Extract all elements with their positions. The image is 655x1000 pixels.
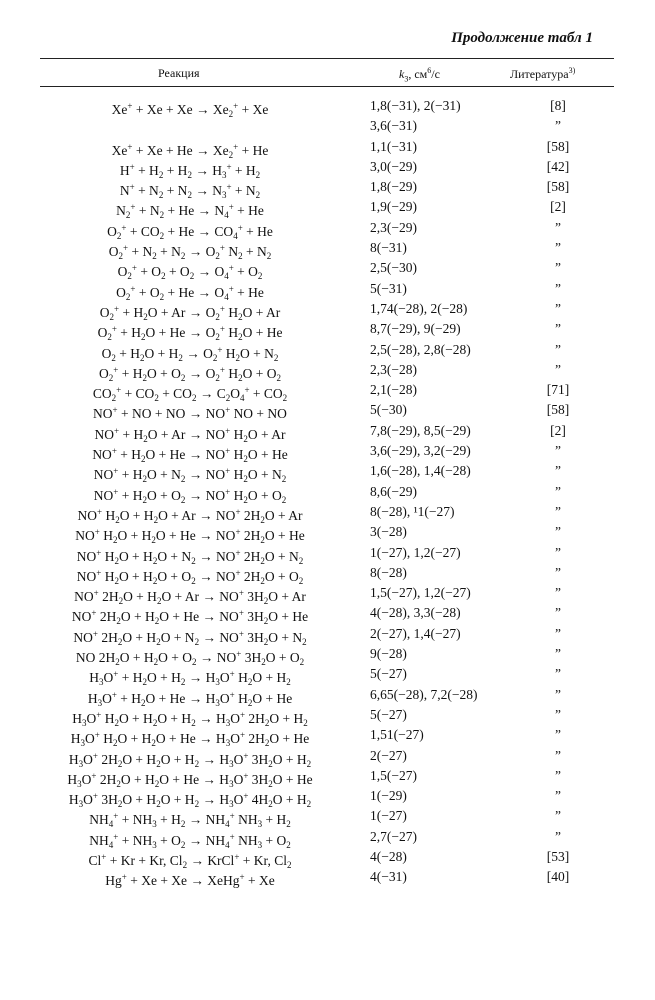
reaction-equation: $H_3O^+ + H_2O + He \to H_3O^+$ $H_2O + He$ [87, 689, 293, 708]
reaction-equation: Hg+ + Xe + Xe → XeHg+ + Xe [105, 872, 275, 889]
literature-reference: [40] [546, 869, 570, 885]
reaction-equation: NO+ + NO + NO → NO+ NO + NO [93, 405, 287, 422]
reaction-equation: $O_2^+ + H_2O + Ar \to O_2^+$ $H_2O + Ar$ [99, 303, 281, 322]
rate-constant: 4(−28) [370, 848, 407, 864]
column-header-reaction: Реакция [158, 66, 200, 80]
literature-reference: [71] [546, 382, 570, 398]
table-row [40, 482, 614, 505]
reaction-equation: $CO_2^+ + CO_2 + CO_2 \to C_2O_4^+ + CO_2$ [92, 385, 288, 404]
header-rule [40, 86, 614, 87]
reaction-equation: NO+ $2H_2O + H_2O + Ar \to NO^+$ $3H_2O + Ar$ [74, 588, 306, 607]
reaction-equation: NO+ $H_2O + H_2O + O_2 \to NO^+$ $2H_2O + O_2$ [76, 567, 304, 586]
table-row [40, 583, 614, 607]
literature-reference: ” [555, 666, 561, 682]
rate-constant: 1,51(−27) [370, 727, 424, 743]
literature-reference: ” [555, 483, 561, 499]
reaction-equation: $NO^+ + H_2O + He \to NO^+$ $H_2O + He$ [92, 446, 288, 465]
reaction-equation: $O_2^+ + N_2 + N_2 \to O_2^+$ $N_2 + N_2$ [108, 243, 272, 262]
table-row [40, 258, 614, 282]
table-row [40, 806, 614, 830]
rate-constant: 8(−28) [370, 564, 407, 580]
table-row [40, 157, 614, 180]
reaction-equation: $H_3O^+$ $H_2O + H_2O + He \to H_3O^+$ $2H_2O + He$ [70, 730, 310, 749]
literature-reference: ” [555, 219, 561, 235]
k-unit-prefix: , см [408, 67, 428, 81]
reaction-equation: $Xe^+ + Xe + Xe \to Xe_2^+ + Xe$ [111, 101, 269, 119]
table-row [40, 867, 614, 887]
literature-reference: ” [555, 118, 561, 134]
rate-constant: 1,1(−31) [370, 138, 417, 154]
table-row [40, 522, 614, 546]
table-row [40, 380, 614, 404]
rate-constant: 2(−27) [370, 747, 407, 763]
table-row [40, 238, 614, 262]
column-header-literature [510, 66, 575, 82]
literature-reference: ” [555, 706, 561, 722]
k-unit-suffix: /с [431, 67, 440, 81]
table-row [40, 461, 614, 485]
literature-reference: ” [555, 767, 561, 783]
reaction-equation: NO+ $2H_2O + H_2O + He \to NO^+$ $3H_2O + He$ [71, 608, 309, 627]
table-row [40, 644, 614, 668]
rate-constant: 9(−28) [370, 646, 407, 662]
literature-reference: ” [555, 321, 561, 337]
reaction-equation: $H_3O^+$ $H_2O + H_2O + H_2 \to H_3O^+$ $2H_2O + H_2$ [72, 709, 308, 728]
rate-constant: 7,8(−29), 8,5(−29) [370, 422, 471, 438]
rate-constant: 1,8(−29) [370, 179, 417, 195]
reaction-equation: $N_2^+ + N_2 + He \to N_4^+ + He$ [116, 202, 264, 221]
literature-reference: ” [555, 463, 561, 479]
table-row [40, 319, 614, 343]
table-row [40, 360, 614, 383]
table-row [40, 786, 614, 810]
k-unit-power: 6 [427, 66, 432, 75]
table-row [40, 400, 614, 420]
rate-constant: 5(−27) [370, 706, 407, 722]
table-row [40, 827, 614, 850]
rate-constant: 2,1(−28) [370, 382, 417, 398]
table-row [40, 340, 614, 363]
rate-constant: 1,9(−29) [370, 199, 417, 215]
reaction-equation: $H_3O^+ + H_2O + H_2 \to H_3O^+$ $H_2O + H_2$ [89, 669, 291, 688]
table-row [40, 563, 614, 586]
reaction-equation: NO+ $H_2O + H_2O + He \to NO^+$ $2H_2O + He$ [75, 527, 305, 546]
reaction-equation: $O_2^+ + O_2 + He \to O_4^+ + He$ [116, 283, 264, 302]
literature-reference: ” [555, 443, 561, 459]
top-rule [40, 58, 614, 59]
rate-constant: 2,3(−29) [370, 219, 417, 235]
literature-reference: [2] [550, 422, 566, 438]
literature-reference: [8] [550, 98, 566, 113]
table-row [40, 664, 614, 688]
literature-reference: [58] [546, 402, 570, 418]
table-row [40, 197, 614, 221]
rate-constant: 5(−31) [370, 280, 407, 296]
rate-constant: 4(−31) [370, 869, 407, 885]
k-subscript: 3 [404, 74, 409, 84]
column-header-rate-constant [399, 66, 440, 83]
rate-constant: 2(−27), 1,4(−27) [370, 625, 461, 641]
literature-reference: ” [555, 341, 561, 357]
rate-constant: 1,8(−31), 2(−31) [370, 98, 461, 113]
rate-constant: 1,5(−27) [370, 767, 417, 783]
literature-reference: ” [555, 564, 561, 580]
literature-reference: ” [555, 361, 561, 377]
literature-reference: ” [555, 524, 561, 540]
table-row [40, 543, 614, 566]
literature-reference: [53] [546, 848, 570, 864]
literature-reference: ” [555, 747, 561, 763]
reaction-equation: $O_2 + H_2O + H_2 \to O_2^+$ $H_2O + N_2$ [101, 344, 279, 363]
rate-constant: 8(−28), ¹1(−27) [370, 503, 455, 519]
table-continuation-header: Продолжение табл 1 [451, 30, 593, 46]
table-row [40, 137, 614, 160]
rate-constant: 3,6(−29), 3,2(−29) [370, 443, 471, 459]
literature-reference: ” [555, 625, 561, 641]
reaction-equation: $O_2^+ + O_2 + O_2 \to O_4^+ + O_2$ [117, 263, 263, 282]
reaction-equation: $NH_4^+ + NH_3 + O_2 \to NH_4^+$ $NH_3 + O_2$ [89, 831, 291, 850]
rate-constant: 6,65(−28), 7,2(−28) [370, 686, 478, 702]
table-row [40, 502, 614, 525]
reaction-equation: NO $2H_2O + H_2O + O_2 \to NO^+$ $3H_2O + O_2$ [75, 649, 305, 668]
reaction-equation: $Xe^+ + Xe + He \to Xe_2^+ + He$ [111, 141, 269, 160]
literature-footnote-mark: 3) [568, 66, 576, 75]
reaction-equation: $NO^+ + H_2O + N_2 \to NO^+$ $H_2O + N_2$ [93, 466, 287, 485]
reaction-equation: $H_3O^+$ $3H_2O + H_2O + H_2 \to H_3O^+$ $4H_2O + H_2$ [68, 791, 312, 810]
literature-reference: ” [555, 585, 561, 601]
rate-constant: 2,7(−27) [370, 828, 417, 844]
rate-constant: 1,5(−27), 1,2(−27) [370, 585, 471, 601]
literature-reference: [42] [546, 158, 570, 174]
literature-reference: ” [555, 544, 561, 560]
table-row [40, 705, 614, 728]
table-row [40, 218, 614, 241]
literature-reference: ” [555, 240, 561, 256]
rate-constant: 2,5(−28), 2,8(−28) [370, 341, 471, 357]
rate-constant: 2,3(−28) [370, 361, 417, 377]
table-row [40, 421, 614, 444]
literature-reference: ” [555, 788, 561, 804]
rate-constant: 8,7(−29), 9(−29) [370, 321, 461, 337]
table-row [40, 624, 614, 647]
reaction-equation: $N^+ + N_2 + N_2 \to N_3^+ + N_2$ [119, 182, 261, 201]
reaction-equation: $NH_4^+ + NH_3 + H_2 \to NH_4^+$ $NH_3 + H_2$ [89, 811, 291, 830]
reaction-equation: $O_2^+ + CO_2 + He \to CO_4^+ + He$ [107, 222, 273, 241]
table-row [40, 847, 614, 870]
literature-reference: ” [555, 646, 561, 662]
rate-constant: 1(−27) [370, 808, 407, 824]
literature-reference: ” [555, 605, 561, 621]
rate-constant: 5(−30) [370, 402, 407, 418]
literature-reference: ” [555, 280, 561, 296]
table-row [40, 766, 614, 789]
reaction-equation: NO+ $2H_2O + H_2O + N_2 \to NO^+$ $3H_2O + N_2$ [73, 628, 307, 647]
reaction-equation: $H_3O^+$ $2H_2O + H_2O + H_2 \to H_3O^+$ $3H_2O + H_2$ [68, 750, 312, 769]
literature-reference: [58] [546, 179, 570, 195]
literature-reference: ” [555, 686, 561, 702]
table-row [40, 603, 614, 627]
literature-reference: [58] [546, 138, 570, 154]
table-row [40, 299, 614, 322]
reaction-equation: NO+ $H_2O + H_2O + Ar \to NO^+$ $2H_2O + Ar$ [77, 506, 303, 525]
table-row [40, 279, 614, 302]
rate-constant: 5(−27) [370, 666, 407, 682]
literature-reference: ” [555, 828, 561, 844]
rate-constant: 4(−28), 3,3(−28) [370, 605, 461, 621]
rate-constant: 1(−29) [370, 788, 407, 804]
reaction-equation: NO+ $H_2O + H_2O + N_2 \to NO^+$ $2H_2O + N_2$ [76, 547, 304, 566]
rate-constant: 8,6(−29) [370, 483, 417, 499]
reaction-equation: Cl+ + Kr + Kr, $Cl_2$ → KrCl+ + Kr, $Cl_2$ [88, 851, 292, 870]
reaction-equation: $NO^+ + H_2O + O_2 \to NO^+$ $H_2O + O_2$ [93, 486, 287, 505]
rate-constant: 3,6(−31) [370, 118, 417, 134]
rate-constant: 2,5(−30) [370, 260, 417, 276]
rate-constant: 3(−28) [370, 524, 407, 540]
literature-reference: ” [555, 808, 561, 824]
table-row [40, 177, 614, 201]
table-row [40, 685, 614, 708]
rate-constant: 1,6(−28), 1,4(−28) [370, 463, 471, 479]
literature-reference: ” [555, 300, 561, 316]
reaction-equation: $NO^+ + H_2O + Ar \to NO^+$ $H_2O + Ar$ [94, 425, 286, 444]
table-row [40, 441, 614, 465]
k-symbol: k [399, 67, 405, 81]
table-row [40, 725, 614, 749]
table-row [40, 116, 614, 136]
rate-constant: 1(−27), 1,2(−27) [370, 544, 461, 560]
rate-constant: 3,0(−29) [370, 158, 417, 174]
literature-reference: ” [555, 727, 561, 743]
table-row [40, 96, 614, 119]
rate-constant: 1,74(−28), 2(−28) [370, 300, 468, 316]
literature-reference: [2] [550, 199, 566, 215]
table-row [40, 746, 614, 769]
reaction-equation: $H^+ + H_2 + H_2 \to H_3^+ + H_2$ [119, 161, 261, 180]
reaction-equation: $H_3O^+$ $2H_2O + H_2O + He \to H_3O^+$ $3H_2O + He$ [67, 770, 313, 789]
reaction-equation: $O_2^+ + H_2O + O_2 \to O_2^+$ $H_2O + O_2$ [99, 364, 281, 383]
literature-reference: ” [555, 503, 561, 519]
literature-reference: ” [555, 260, 561, 276]
reaction-equation: $O_2^+ + H_2O + He \to O_2^+$ $H_2O + He$ [97, 324, 283, 343]
reaction-table-body [40, 96, 614, 888]
literature-label: Литература [510, 67, 569, 81]
rate-constant: 8(−31) [370, 240, 407, 256]
